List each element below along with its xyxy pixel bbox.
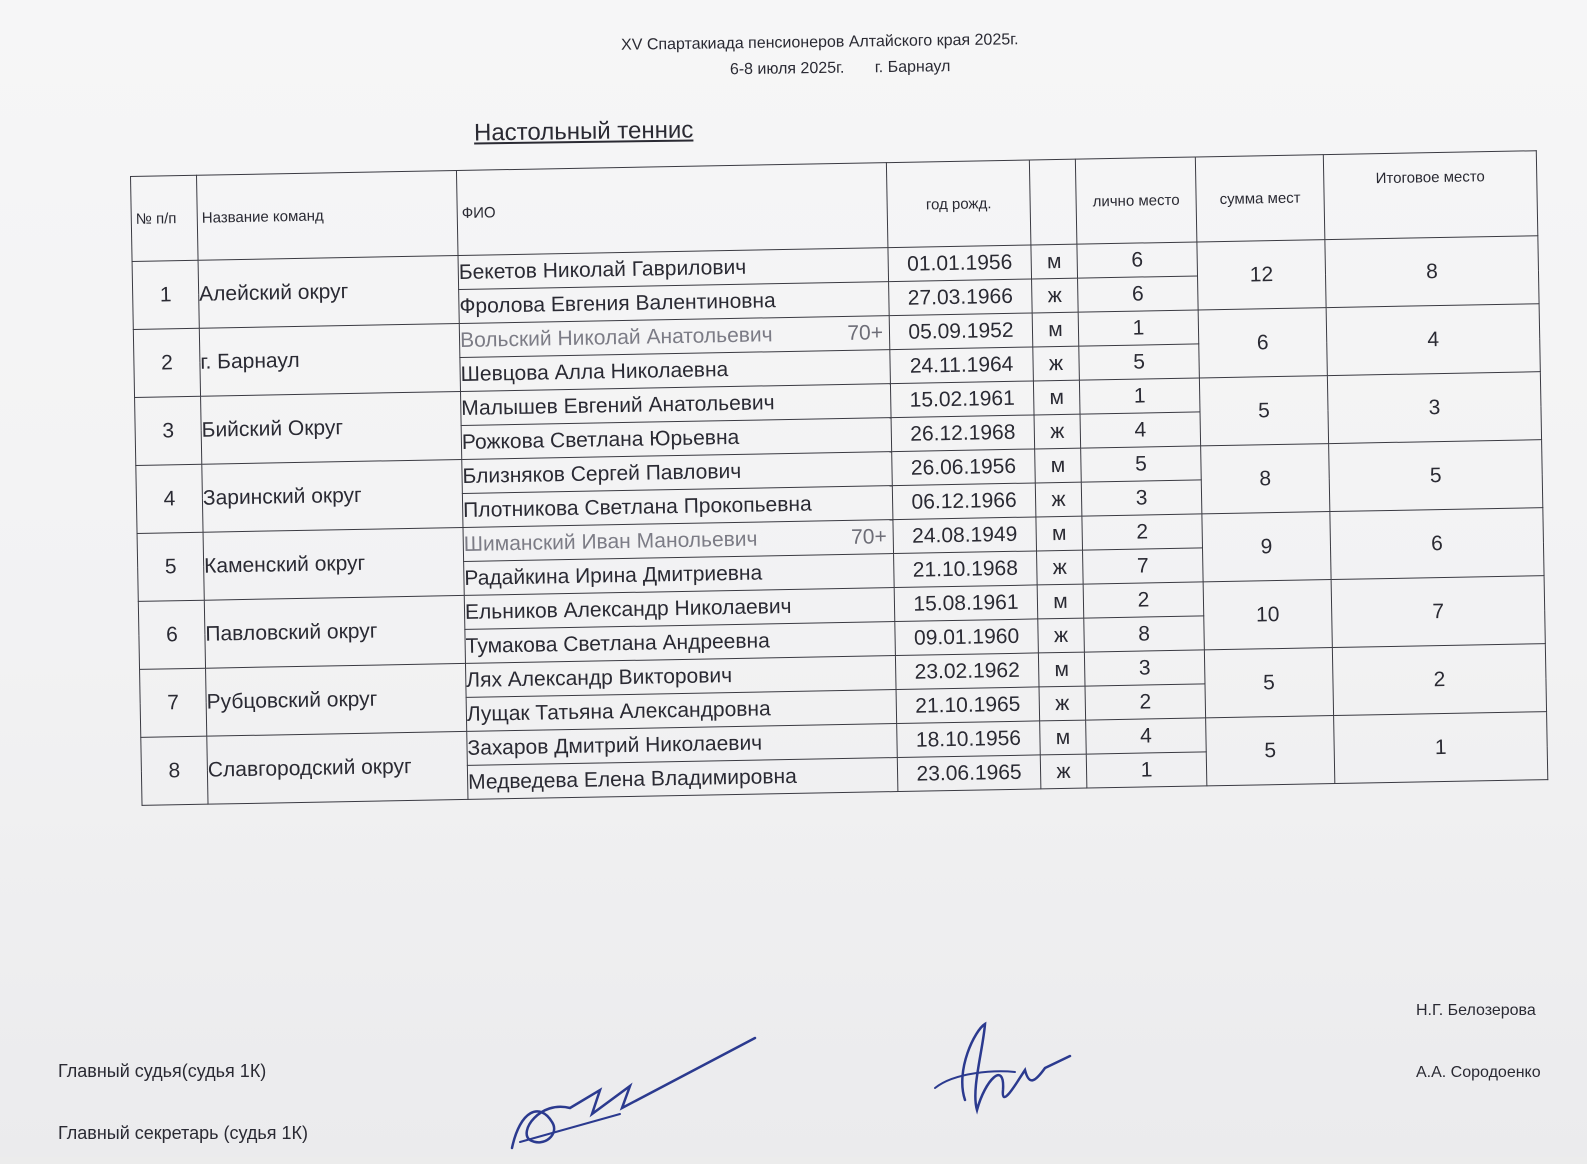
sex: ж (1034, 414, 1081, 449)
final-place: 8 (1325, 236, 1539, 308)
birth-date: 27.03.1966 (889, 279, 1033, 316)
personal-place: 1 (1079, 378, 1200, 414)
player-name: Ельников Александр Николаевич (464, 594, 792, 624)
player-name: Малышев Евгений Анатольевич (461, 390, 775, 420)
final-place: 7 (1331, 576, 1545, 648)
sex: м (1040, 720, 1087, 755)
player-name: Вольский Николай Анатольевич (459, 322, 773, 352)
personal-place: 1 (1078, 310, 1199, 346)
birth-date: 18.10.1956 (897, 721, 1041, 758)
sex: м (1032, 312, 1079, 347)
sport-title: Настольный теннис (473, 116, 694, 147)
player-name: Шевцова Алла Николаевна (460, 357, 729, 386)
sex: ж (1040, 754, 1087, 789)
player-name: Радайкина Ирина Дмитриевна (464, 560, 763, 590)
sex: м (1033, 380, 1080, 415)
team-number: 7 (140, 668, 207, 737)
final-place: 3 (1327, 372, 1541, 444)
judge-name: Н.Г. Белозерова (1416, 1002, 1536, 1019)
team-name: Рубцовский округ (206, 663, 467, 736)
personal-place: 7 (1083, 548, 1204, 584)
sum-of-places: 10 (1203, 580, 1332, 650)
col-header-num: № п/п (131, 175, 199, 261)
sum-of-places: 8 (1201, 444, 1330, 514)
birth-date: 06.12.1966 (892, 483, 1036, 520)
birth-date: 23.02.1962 (895, 653, 1039, 690)
personal-place: 3 (1084, 650, 1205, 686)
col-header-sex (1029, 159, 1077, 245)
sex: ж (1032, 278, 1079, 313)
event-city: г. Барнаул (874, 58, 951, 77)
final-place: 1 (1334, 712, 1548, 784)
birth-date: 24.11.1964 (890, 347, 1034, 384)
sum-of-places: 5 (1199, 376, 1328, 446)
personal-place: 2 (1082, 514, 1203, 550)
secretary-signature-scribble (500, 1030, 780, 1157)
personal-place: 5 (1081, 446, 1202, 482)
player-name: Захаров Дмитрий Николаевич (467, 731, 763, 760)
sex: ж (1035, 482, 1082, 517)
birth-date: 21.10.1965 (896, 687, 1040, 724)
sex: ж (1039, 686, 1086, 721)
personal-place: 5 (1079, 344, 1200, 380)
team-number: 1 (132, 260, 199, 329)
age-category-tag: 70+ (850, 524, 887, 549)
final-place: 5 (1329, 440, 1543, 512)
birth-date: 15.02.1961 (890, 381, 1034, 418)
team-name: г. Барнаул (199, 323, 460, 396)
sum-of-places: 9 (1202, 512, 1331, 582)
birth-date: 21.10.1968 (894, 551, 1038, 588)
final-place: 2 (1332, 644, 1546, 716)
col-header-team: Название команд (196, 171, 458, 261)
birth-date: 01.01.1956 (888, 245, 1032, 282)
personal-place: 4 (1080, 412, 1201, 448)
player-name: Лях Александр Викторович (466, 663, 733, 692)
results-body (132, 236, 1548, 806)
player-name: Тумакова Светлана Андреевна (465, 628, 770, 658)
birth-date: 23.06.1965 (897, 755, 1041, 792)
sum-of-places: 12 (1197, 240, 1326, 310)
personal-place: 2 (1083, 582, 1204, 618)
player-name: Близняков Сергей Павлович (462, 459, 742, 488)
personal-place: 3 (1081, 480, 1202, 516)
sex: ж (1037, 550, 1084, 585)
judge-signature-scribble (925, 1010, 1085, 1120)
col-header-personal-place: лично место (1075, 157, 1197, 244)
team-name: Каменский округ (203, 527, 464, 600)
sex: м (1035, 448, 1082, 483)
team-name: Бийский Округ (201, 391, 462, 464)
event-title: XV Спартакиада пенсионеров Алтайского края 2025г. (620, 31, 1019, 54)
final-place: 6 (1330, 508, 1544, 580)
player-name: Плотникова Светлана Прокопьевна (462, 492, 812, 522)
birth-date: 24.08.1949 (893, 517, 1037, 554)
sex: ж (1038, 618, 1085, 653)
birth-date: 09.01.1960 (895, 619, 1039, 656)
birth-date: 15.08.1961 (894, 585, 1038, 622)
team-number: 5 (137, 532, 204, 601)
chief-secretary-label: Главный секретарь (судья 1К) (58, 1123, 309, 1143)
team-name: Павловский округ (204, 595, 465, 668)
player-name: Бекетов Николай Гаврилович (458, 255, 747, 284)
col-header-fio: ФИО (456, 163, 887, 256)
birth-date: 26.12.1968 (891, 415, 1035, 452)
birth-date: 05.09.1952 (889, 313, 1033, 350)
team-number: 8 (141, 736, 208, 805)
signature-labels (58, 1040, 308, 1164)
personal-place: 6 (1078, 276, 1199, 312)
final-place: 4 (1326, 304, 1540, 376)
sex: м (1038, 652, 1085, 687)
personal-place: 4 (1086, 718, 1207, 754)
player-name-cell (467, 758, 898, 800)
sex: ж (1033, 346, 1080, 381)
team-name: Алейский округ (198, 256, 459, 329)
player-name: Лущак Татьяна Александровна (466, 696, 771, 726)
col-header-final-place: Итоговое место (1323, 151, 1538, 240)
sum-of-places: 6 (1198, 308, 1327, 378)
results-table-wrap (130, 150, 1547, 806)
player-name: Рожкова Светлана Юрьевна (461, 425, 740, 454)
personal-place: 1 (1086, 752, 1207, 788)
sum-of-places: 5 (1204, 648, 1333, 718)
personal-place: 8 (1084, 616, 1205, 652)
team-number: 3 (135, 396, 202, 465)
player-name: Медведева Елена Владимировна (467, 764, 797, 794)
results-table (130, 150, 1548, 806)
player-name: Фролова Евгения Валентиновна (459, 288, 776, 318)
signature-names (1416, 980, 1541, 1104)
sex: м (1037, 584, 1084, 619)
sum-of-places: 5 (1206, 716, 1335, 786)
team-number: 4 (136, 464, 203, 533)
sex: м (1031, 244, 1078, 279)
personal-place: 2 (1085, 684, 1206, 720)
secretary-name: А.А. Сородоенко (1416, 1064, 1541, 1081)
col-header-sum-places: сумма мест (1195, 155, 1325, 242)
event-dates: 6-8 июля 2025г. (729, 59, 845, 79)
chief-judge-label: Главный судья(судья 1К) (58, 1061, 267, 1081)
team-number: 2 (133, 328, 200, 397)
team-name: Заринский округ (202, 459, 463, 532)
team-name: Славгородский округ (207, 731, 468, 804)
document-header (440, 25, 1201, 88)
team-number: 6 (138, 600, 205, 669)
personal-place: 6 (1077, 242, 1198, 278)
birth-date: 26.06.1956 (892, 449, 1036, 486)
player-name: Шиманский Иван Манольевич (463, 527, 758, 556)
sex: м (1036, 516, 1083, 551)
age-category-tag: 70+ (847, 320, 884, 345)
col-header-birth: год рожд. (886, 160, 1031, 248)
